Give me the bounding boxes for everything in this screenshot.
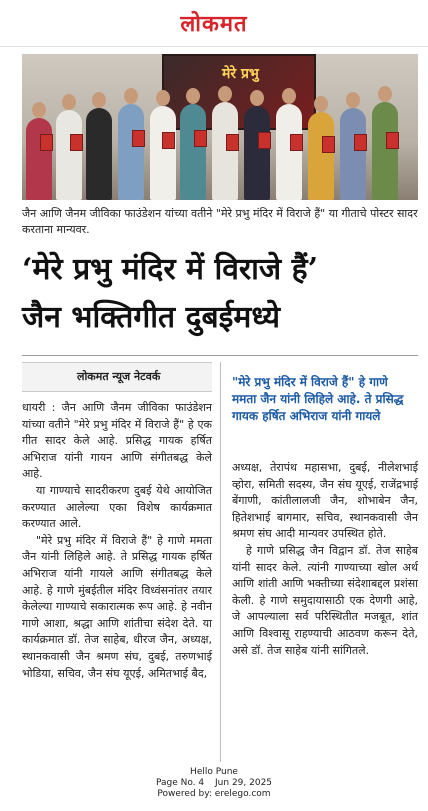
article-left-column — [22, 400, 212, 682]
edition-name: Hello Pune — [190, 767, 238, 777]
byline-box — [22, 362, 212, 392]
paragraph: हे गाणे प्रसिद्ध जैन विद्वान डॉ. तेज साहेब यांनी सादर केले. त्यांनी गाण्याच्या खोल अर्थ आणि शांती आणि भक्तीच्या संदेशाबद्दल प्रशंसा केली. हे गाणे समुदायासाठी एक देणगी आहे, जे आपल्याला सर्व परिस्थितीत मजबूत, शांत आणि विश्वासू राहण्याची आठवण करून देते, असे डॉ. तेज साहेब यांनी सांगितले. — [232, 543, 418, 657]
person-head — [378, 86, 392, 102]
newspaper-logo: लोकमत — [180, 11, 248, 37]
person-figure — [180, 104, 206, 200]
person-figure — [212, 102, 238, 200]
song-poster — [290, 134, 303, 151]
person-figure — [150, 106, 176, 200]
person-head — [282, 88, 296, 104]
paragraph: अध्यक्ष, तेरापंथ महासभा, दुबई, नीलेशभाई व्होरा, समिती सदस्य, जैन संघ यूएई, राजेंद्रभाई बेंगाणी, कांतीलालजी जैन, शोभाबेन जैन, हितेशभाई बागमार, सचिव, स्थानकवासी जैन श्रमण संघ आदी मान्यवर उपस्थित होते. — [232, 461, 418, 541]
event-photo — [22, 54, 418, 200]
publication-date: Jun 29, 2025 — [215, 778, 273, 788]
person-figure — [118, 104, 144, 200]
person-figure — [276, 104, 302, 200]
song-poster — [386, 132, 399, 149]
paragraph: या गाण्याचे सादरीकरण दुबई येथे आयोजित करण्यात आलेल्या एका विशेष कार्यक्रमात करण्यात आले. — [22, 483, 212, 531]
person-head — [250, 90, 264, 106]
person-figure — [244, 106, 270, 200]
song-poster — [354, 134, 367, 151]
person-figure — [26, 118, 52, 200]
pull-quote: "मेरे प्रभु मंदिर में विराजे हैं" हे गाणे ममता जैन यांनी लिहिले आहे. ते प्रसिद्ध गायक हर्षित अभिराज यांनी गायले — [232, 375, 404, 423]
song-poster — [132, 130, 145, 147]
song-poster — [70, 134, 83, 151]
person-head — [346, 92, 360, 108]
person-figure — [86, 108, 112, 200]
person-head — [218, 86, 232, 102]
song-poster — [226, 134, 239, 151]
song-poster — [162, 132, 175, 149]
song-poster — [40, 134, 53, 151]
poster-title: मेरे प्रभु — [222, 66, 259, 82]
song-poster — [194, 130, 207, 147]
powered-by: Powered by: erelego.com — [157, 789, 271, 799]
song-poster — [258, 132, 271, 149]
headline-line-1: ‘मेरे प्रभु मंदिर में विराजे हैं’ — [22, 252, 319, 287]
song-poster — [322, 136, 335, 153]
person-figure — [372, 102, 398, 200]
person-figure — [308, 112, 334, 200]
byline: लोकमत न्यूज नेटवर्क — [77, 370, 161, 383]
page-footer — [0, 767, 428, 800]
person-head — [186, 88, 200, 104]
photo-caption: जैन आणि जैनम जीविका फाउंडेशन यांच्या वतीने "मेरे प्रभु मंदिर में विराजे हैं" या गीताचे पोस्टर सादर करताना मान्यवर. — [22, 207, 418, 236]
paragraph: धायरी : जैन आणि जैनम जीविका फाउंडेशन यांच्या वतीने "मेरे प्रभु मंदिर में विराजे हैं" हे एक गीत सादर केले आहे. प्रसिद्ध गायक हर्षित अभिराज यांनी गायन आणि संगीतबद्ध केले आहे. — [22, 401, 212, 481]
person-head — [124, 88, 138, 104]
person-head — [314, 96, 328, 112]
divider — [22, 355, 418, 356]
person-head — [32, 102, 46, 118]
person-head — [156, 90, 170, 106]
article-right-column — [232, 460, 418, 659]
person-head — [62, 94, 76, 110]
person-head — [92, 92, 106, 108]
column-divider — [220, 362, 221, 762]
paragraph: "मेरे प्रभु मंदिर में विराजे हैं" हे गाणे ममता जैन यांनी लिहिले आहे. ते प्रसिद्ध गायक हर्षित अभिराज यांनी गायले आणि संगीतबद्ध केले आहे. हे गाणे मुंबईतील मंदिर विध्वंसनांतर तयार केलेल्या गाण्याचे सकारात्मक रूप आहे. हे नवीन गाणे आशा, श्रद्धा आणि शांतीचा संदेश देते. या कार्यक्रमात डॉ. तेज साहेब, धीरज जैन, अध्यक्ष, स्थानकवासी जैन श्रमण संघ, दुबई, तरुणभाई भोडिया, सचिव, जैन संघ यूएई, अमितभाई बैद, — [22, 533, 212, 680]
person-figure — [56, 110, 82, 200]
page-number: Page No. 4 — [155, 778, 205, 788]
headline-line-2: जैन भक्तिगीत दुबईमध्ये — [22, 300, 281, 335]
person-figure — [340, 108, 366, 200]
masthead — [0, 0, 428, 47]
